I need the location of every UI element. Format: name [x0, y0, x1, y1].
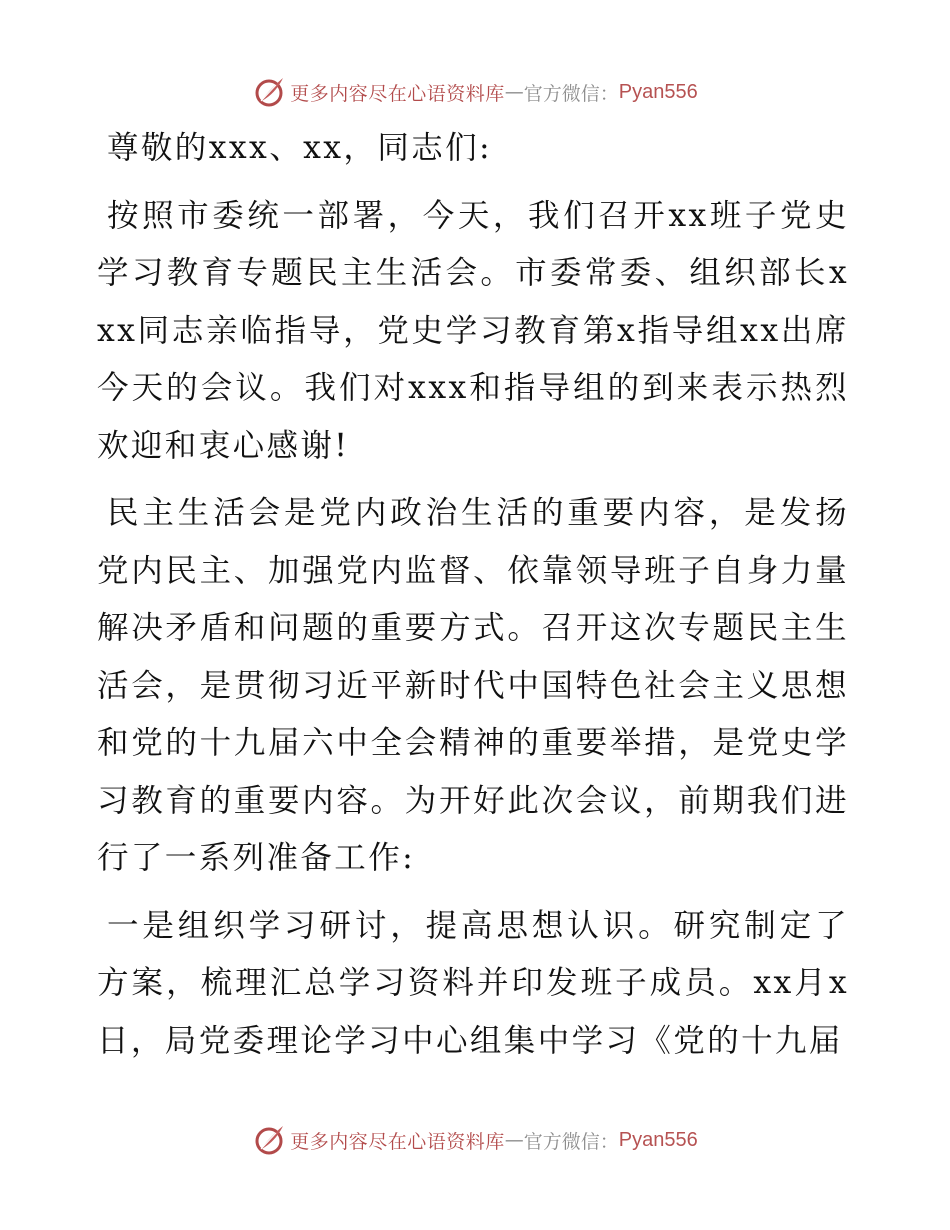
- header-watermark: [0, 72, 950, 112]
- paragraph-preparation: 一是组织学习研讨，提高思想认识。研究制定了方案，梳理汇总学习资料并印发班子成员。xx月x日，局党委理论学习中心组集中学习《党的十九届: [97, 907, 849, 1059]
- watermark-separator: —: [504, 1129, 524, 1151]
- feather-quill-logo-icon: [252, 1123, 286, 1157]
- watermark-brand-text: 更多内容尽在心语资料库: [290, 1130, 505, 1153]
- footer-watermark: [0, 1120, 950, 1160]
- paragraph-opening: 按照市委统一部署，今天，我们召开xx班子党史学习教育专题民主生活会。市委常委、组织部长xxx同志亲临指导，党史学习教育第x指导组xx出席今天的会议。我们对xxx和指导组的到来表示热烈欢迎和衷心感谢!: [97, 197, 849, 464]
- watermark-wechat-label: 官方微信：: [523, 82, 619, 105]
- salutation: 尊敬的xxx、xx，同志们:: [107, 130, 493, 166]
- watermark-wechat-label: 官方微信：: [523, 1130, 619, 1153]
- watermark-wechat-id: Pyan556: [618, 80, 698, 103]
- watermark-separator: —: [504, 81, 524, 103]
- feather-quill-logo-icon: [252, 75, 286, 109]
- document-body: [97, 120, 849, 1070]
- watermark-brand-text: 更多内容尽在心语资料库: [290, 82, 505, 105]
- watermark-wechat-id: Pyan556: [618, 1128, 698, 1151]
- paragraph-purpose: 民主生活会是党内政治生活的重要内容，是发扬党内民主、加强党内监督、依靠领导班子自身力量解决矛盾和问题的重要方式。召开这次专题民主生活会，是贯彻习近平新时代中国特色社会主义思想和党的十九届六中全会精神的重要举措，是党史学习教育的重要内容。为开好此次会议，前期我们进行了一系列准备工作:: [97, 495, 849, 876]
